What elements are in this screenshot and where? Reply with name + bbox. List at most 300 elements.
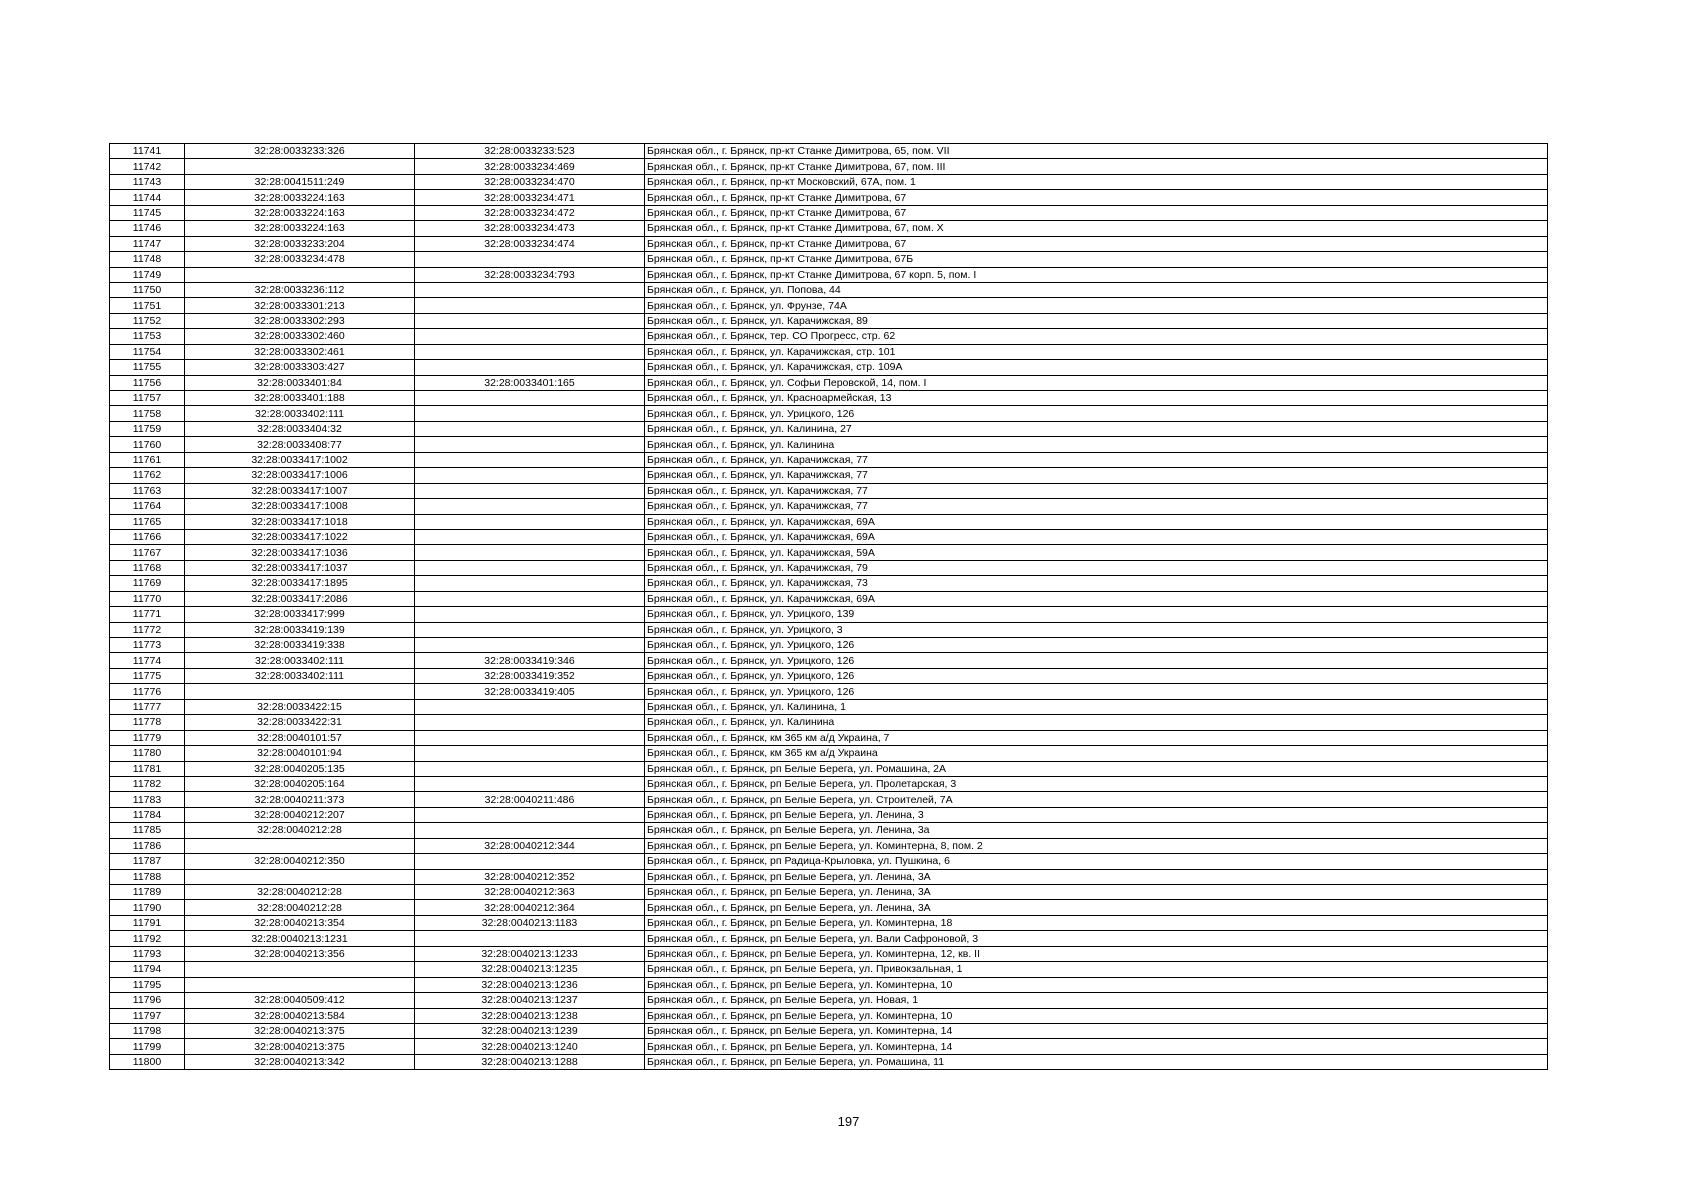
object-cadastral-number-cell: 32:28:0040212:352 <box>415 869 645 884</box>
row-number-cell: 11794 <box>110 962 185 977</box>
row-number-cell: 11797 <box>110 1008 185 1023</box>
row-number-cell: 11789 <box>110 885 185 900</box>
object-cadastral-number-cell <box>415 854 645 869</box>
row-number-cell: 11745 <box>110 205 185 220</box>
object-cadastral-number-cell <box>415 776 645 791</box>
object-cadastral-number-cell <box>415 545 645 560</box>
object-cadastral-number-cell: 32:28:0040213:1233 <box>415 946 645 961</box>
parcel-cadastral-number-cell: 32:28:0040509:412 <box>185 993 415 1008</box>
object-cadastral-number-cell <box>415 576 645 591</box>
address-cell: Брянская обл., г. Брянск, ул. Урицкого, 3 <box>645 622 1548 637</box>
parcel-cadastral-number-cell: 32:28:0040212:28 <box>185 823 415 838</box>
address-cell: Брянская обл., г. Брянск, пр-кт Станке Димитрова, 67 <box>645 236 1548 251</box>
row-number-cell: 11782 <box>110 776 185 791</box>
row-number-cell: 11753 <box>110 329 185 344</box>
address-cell: Брянская обл., г. Брянск, рп Белые Берега, ул. Ромашина, 2А <box>645 761 1548 776</box>
table-row <box>110 915 1548 930</box>
parcel-cadastral-number-cell <box>185 267 415 282</box>
object-cadastral-number-cell <box>415 483 645 498</box>
parcel-cadastral-number-cell: 32:28:0040213:584 <box>185 1008 415 1023</box>
address-cell: Брянская обл., г. Брянск, рп Радица-Крыловка, ул. Пушкина, 6 <box>645 854 1548 869</box>
object-cadastral-number-cell <box>415 638 645 653</box>
object-cadastral-number-cell: 32:28:0040213:1238 <box>415 1008 645 1023</box>
object-cadastral-number-cell: 32:28:0033233:523 <box>415 144 645 159</box>
object-cadastral-number-cell: 32:28:0033419:405 <box>415 684 645 699</box>
object-cadastral-number-cell <box>415 699 645 714</box>
table-row <box>110 931 1548 946</box>
object-cadastral-number-cell <box>415 560 645 575</box>
object-cadastral-number-cell <box>415 514 645 529</box>
address-cell: Брянская обл., г. Брянск, рп Белые Берега, ул. Ленина, 3а <box>645 823 1548 838</box>
parcel-cadastral-number-cell: 32:28:0040213:354 <box>185 915 415 930</box>
row-number-cell: 11761 <box>110 452 185 467</box>
object-cadastral-number-cell: 32:28:0033419:352 <box>415 668 645 683</box>
address-cell: Брянская обл., г. Брянск, пр-кт Станке Димитрова, 67, пом. X <box>645 221 1548 236</box>
table-row <box>110 159 1548 174</box>
row-number-cell: 11768 <box>110 560 185 575</box>
object-cadastral-number-cell: 32:28:0040212:363 <box>415 885 645 900</box>
table-row <box>110 360 1548 375</box>
table-row <box>110 221 1548 236</box>
address-cell: Брянская обл., г. Брянск, ул. Карачижская, 77 <box>645 468 1548 483</box>
parcel-cadastral-number-cell: 32:28:0033301:213 <box>185 298 415 313</box>
object-cadastral-number-cell <box>415 807 645 822</box>
parcel-cadastral-number-cell: 32:28:0040212:28 <box>185 885 415 900</box>
object-cadastral-number-cell: 32:28:0033234:793 <box>415 267 645 282</box>
address-cell: Брянская обл., г. Брянск, ул. Фрунзе, 74А <box>645 298 1548 313</box>
table-row <box>110 344 1548 359</box>
address-cell: Брянская обл., г. Брянск, ул. Карачижская, 77 <box>645 483 1548 498</box>
parcel-cadastral-number-cell: 32:28:0033417:1018 <box>185 514 415 529</box>
table-row <box>110 375 1548 390</box>
row-number-cell: 11781 <box>110 761 185 776</box>
row-number-cell: 11783 <box>110 792 185 807</box>
address-cell: Брянская обл., г. Брянск, ул. Карачижская, 77 <box>645 499 1548 514</box>
table-row <box>110 236 1548 251</box>
address-cell: Брянская обл., г. Брянск, рп Белые Берега, ул. Коминтерна, 8, пом. 2 <box>645 838 1548 853</box>
parcel-cadastral-number-cell: 32:28:0033234:478 <box>185 252 415 267</box>
parcel-cadastral-number-cell: 32:28:0040212:28 <box>185 900 415 915</box>
table-row <box>110 993 1548 1008</box>
parcel-cadastral-number-cell: 32:28:0033401:84 <box>185 375 415 390</box>
address-cell: Брянская обл., г. Брянск, ул. Софьи Перовской, 14, пом. I <box>645 375 1548 390</box>
object-cadastral-number-cell <box>415 931 645 946</box>
parcel-cadastral-number-cell <box>185 869 415 884</box>
object-cadastral-number-cell: 32:28:0033234:473 <box>415 221 645 236</box>
table-row <box>110 1008 1548 1023</box>
row-number-cell: 11752 <box>110 313 185 328</box>
address-cell: Брянская обл., г. Брянск, пр-кт Станке Димитрова, 67 <box>645 205 1548 220</box>
parcel-cadastral-number-cell: 32:28:0033224:163 <box>185 221 415 236</box>
object-cadastral-number-cell: 32:28:0033234:474 <box>415 236 645 251</box>
parcel-cadastral-number-cell: 32:28:0040213:375 <box>185 1023 415 1038</box>
parcel-cadastral-number-cell: 32:28:0041511:249 <box>185 174 415 189</box>
table-row <box>110 684 1548 699</box>
object-cadastral-number-cell: 32:28:0033234:469 <box>415 159 645 174</box>
row-number-cell: 11769 <box>110 576 185 591</box>
row-number-cell: 11750 <box>110 282 185 297</box>
row-number-cell: 11778 <box>110 715 185 730</box>
table-row <box>110 900 1548 915</box>
table-row <box>110 946 1548 961</box>
object-cadastral-number-cell <box>415 823 645 838</box>
address-cell: Брянская обл., г. Брянск, ул. Карачижская, 89 <box>645 313 1548 328</box>
row-number-cell: 11790 <box>110 900 185 915</box>
parcel-cadastral-number-cell: 32:28:0040101:94 <box>185 746 415 761</box>
object-cadastral-number-cell: 32:28:0040213:1288 <box>415 1054 645 1069</box>
table-row <box>110 653 1548 668</box>
object-cadastral-number-cell <box>415 746 645 761</box>
table-row <box>110 699 1548 714</box>
address-cell: Брянская обл., г. Брянск, рп Белые Берега, ул. Новая, 1 <box>645 993 1548 1008</box>
row-number-cell: 11744 <box>110 190 185 205</box>
row-number-cell: 11771 <box>110 607 185 622</box>
address-cell: Брянская обл., г. Брянск, ул. Урицкого, 126 <box>645 653 1548 668</box>
parcel-cadastral-number-cell: 32:28:0033419:338 <box>185 638 415 653</box>
table-row <box>110 545 1548 560</box>
table-row <box>110 885 1548 900</box>
registry-table-body <box>110 144 1548 1070</box>
table-row <box>110 483 1548 498</box>
parcel-cadastral-number-cell: 32:28:0033236:112 <box>185 282 415 297</box>
row-number-cell: 11762 <box>110 468 185 483</box>
row-number-cell: 11759 <box>110 421 185 436</box>
parcel-cadastral-number-cell: 32:28:0033224:163 <box>185 190 415 205</box>
registry-table <box>109 143 1548 1070</box>
object-cadastral-number-cell: 32:28:0033419:346 <box>415 653 645 668</box>
row-number-cell: 11763 <box>110 483 185 498</box>
parcel-cadastral-number-cell: 32:28:0033417:1895 <box>185 576 415 591</box>
parcel-cadastral-number-cell: 32:28:0033417:1022 <box>185 529 415 544</box>
address-cell: Брянская обл., г. Брянск, ул. Карачижская, стр. 101 <box>645 344 1548 359</box>
parcel-cadastral-number-cell: 32:28:0033422:15 <box>185 699 415 714</box>
object-cadastral-number-cell <box>415 622 645 637</box>
parcel-cadastral-number-cell: 32:28:0033408:77 <box>185 437 415 452</box>
parcel-cadastral-number-cell: 32:28:0033417:1008 <box>185 499 415 514</box>
parcel-cadastral-number-cell: 32:28:0040205:164 <box>185 776 415 791</box>
address-cell: Брянская обл., г. Брянск, ул. Калинина <box>645 715 1548 730</box>
row-number-cell: 11787 <box>110 854 185 869</box>
row-number-cell: 11784 <box>110 807 185 822</box>
table-row <box>110 252 1548 267</box>
object-cadastral-number-cell: 32:28:0040213:1239 <box>415 1023 645 1038</box>
table-row <box>110 792 1548 807</box>
parcel-cadastral-number-cell: 32:28:0033422:31 <box>185 715 415 730</box>
address-cell: Брянская обл., г. Брянск, тер. СО Прогресс, стр. 62 <box>645 329 1548 344</box>
address-cell: Брянская обл., г. Брянск, ул. Карачижская, 69А <box>645 514 1548 529</box>
object-cadastral-number-cell <box>415 730 645 745</box>
table-row <box>110 514 1548 529</box>
row-number-cell: 11776 <box>110 684 185 699</box>
table-row <box>110 282 1548 297</box>
parcel-cadastral-number-cell <box>185 684 415 699</box>
address-cell: Брянская обл., г. Брянск, км 365 км а/д Украина, 7 <box>645 730 1548 745</box>
parcel-cadastral-number-cell: 32:28:0033402:111 <box>185 653 415 668</box>
address-cell: Брянская обл., г. Брянск, рп Белые Берега, ул. Ленина, 3А <box>645 885 1548 900</box>
address-cell: Брянская обл., г. Брянск, ул. Карачижская, 73 <box>645 576 1548 591</box>
parcel-cadastral-number-cell: 32:28:0040212:207 <box>185 807 415 822</box>
object-cadastral-number-cell <box>415 421 645 436</box>
table-row <box>110 298 1548 313</box>
table-row <box>110 267 1548 282</box>
row-number-cell: 11757 <box>110 391 185 406</box>
parcel-cadastral-number-cell: 32:28:0040213:375 <box>185 1039 415 1054</box>
table-row <box>110 437 1548 452</box>
row-number-cell: 11743 <box>110 174 185 189</box>
table-row <box>110 406 1548 421</box>
table-row <box>110 421 1548 436</box>
table-row <box>110 807 1548 822</box>
row-number-cell: 11748 <box>110 252 185 267</box>
object-cadastral-number-cell: 32:28:0040213:1235 <box>415 962 645 977</box>
object-cadastral-number-cell <box>415 499 645 514</box>
row-number-cell: 11756 <box>110 375 185 390</box>
table-row <box>110 329 1548 344</box>
table-row <box>110 190 1548 205</box>
parcel-cadastral-number-cell: 32:28:0040101:57 <box>185 730 415 745</box>
table-row <box>110 144 1548 159</box>
address-cell: Брянская обл., г. Брянск, пр-кт Станке Димитрова, 67 корп. 5, пом. I <box>645 267 1548 282</box>
row-number-cell: 11772 <box>110 622 185 637</box>
parcel-cadastral-number-cell: 32:28:0033417:1006 <box>185 468 415 483</box>
row-number-cell: 11785 <box>110 823 185 838</box>
row-number-cell: 11741 <box>110 144 185 159</box>
table-row <box>110 576 1548 591</box>
parcel-cadastral-number-cell <box>185 159 415 174</box>
row-number-cell: 11742 <box>110 159 185 174</box>
parcel-cadastral-number-cell: 32:28:0033233:326 <box>185 144 415 159</box>
parcel-cadastral-number-cell: 32:28:0040205:135 <box>185 761 415 776</box>
address-cell: Брянская обл., г. Брянск, рп Белые Берега, ул. Ленина, 3А <box>645 869 1548 884</box>
object-cadastral-number-cell <box>415 282 645 297</box>
object-cadastral-number-cell <box>415 591 645 606</box>
parcel-cadastral-number-cell <box>185 838 415 853</box>
parcel-cadastral-number-cell: 32:28:0033401:188 <box>185 391 415 406</box>
parcel-cadastral-number-cell: 32:28:0040213:342 <box>185 1054 415 1069</box>
address-cell: Брянская обл., г. Брянск, ул. Калинина <box>645 437 1548 452</box>
object-cadastral-number-cell <box>415 607 645 622</box>
table-row <box>110 591 1548 606</box>
row-number-cell: 11774 <box>110 653 185 668</box>
address-cell: Брянская обл., г. Брянск, рп Белые Берега, ул. Ромашина, 11 <box>645 1054 1548 1069</box>
table-row <box>110 746 1548 761</box>
table-row <box>110 838 1548 853</box>
parcel-cadastral-number-cell: 32:28:0033419:139 <box>185 622 415 637</box>
address-cell: Брянская обл., г. Брянск, км 365 км а/д Украина <box>645 746 1548 761</box>
row-number-cell: 11747 <box>110 236 185 251</box>
table-row <box>110 560 1548 575</box>
parcel-cadastral-number-cell: 32:28:0033417:1037 <box>185 560 415 575</box>
object-cadastral-number-cell <box>415 360 645 375</box>
address-cell: Брянская обл., г. Брянск, пр-кт Станке Димитрова, 65, пом. VII <box>645 144 1548 159</box>
parcel-cadastral-number-cell: 32:28:0033302:460 <box>185 329 415 344</box>
address-cell: Брянская обл., г. Брянск, ул. Карачижская, 79 <box>645 560 1548 575</box>
table-row <box>110 1039 1548 1054</box>
object-cadastral-number-cell <box>415 298 645 313</box>
row-number-cell: 11758 <box>110 406 185 421</box>
object-cadastral-number-cell: 32:28:0040212:344 <box>415 838 645 853</box>
row-number-cell: 11746 <box>110 221 185 236</box>
row-number-cell: 11764 <box>110 499 185 514</box>
address-cell: Брянская обл., г. Брянск, рп Белые Берега, ул. Коминтерна, 10 <box>645 977 1548 992</box>
row-number-cell: 11791 <box>110 915 185 930</box>
table-row <box>110 313 1548 328</box>
object-cadastral-number-cell <box>415 406 645 421</box>
row-number-cell: 11798 <box>110 1023 185 1038</box>
object-cadastral-number-cell: 32:28:0040213:1240 <box>415 1039 645 1054</box>
parcel-cadastral-number-cell: 32:28:0033224:163 <box>185 205 415 220</box>
row-number-cell: 11767 <box>110 545 185 560</box>
object-cadastral-number-cell: 32:28:0040213:1183 <box>415 915 645 930</box>
parcel-cadastral-number-cell: 32:28:0033302:461 <box>185 344 415 359</box>
row-number-cell: 11760 <box>110 437 185 452</box>
address-cell: Брянская обл., г. Брянск, рп Белые Берега, ул. Коминтерна, 18 <box>645 915 1548 930</box>
address-cell: Брянская обл., г. Брянск, ул. Калинина, 1 <box>645 699 1548 714</box>
parcel-cadastral-number-cell: 32:28:0033302:293 <box>185 313 415 328</box>
object-cadastral-number-cell: 32:28:0040213:1237 <box>415 993 645 1008</box>
object-cadastral-number-cell <box>415 313 645 328</box>
parcel-cadastral-number-cell: 32:28:0033417:2086 <box>185 591 415 606</box>
table-row <box>110 1054 1548 1069</box>
address-cell: Брянская обл., г. Брянск, рп Белые Берега, ул. Ленина, 3 <box>645 807 1548 822</box>
row-number-cell: 11749 <box>110 267 185 282</box>
address-cell: Брянская обл., г. Брянск, рп Белые Берега, ул. Коминтерна, 14 <box>645 1023 1548 1038</box>
table-row <box>110 869 1548 884</box>
row-number-cell: 11800 <box>110 1054 185 1069</box>
table-row <box>110 205 1548 220</box>
address-cell: Брянская обл., г. Брянск, рп Белые Берега, ул. Коминтерна, 14 <box>645 1039 1548 1054</box>
row-number-cell: 11751 <box>110 298 185 313</box>
address-cell: Брянская обл., г. Брянск, ул. Карачижская, 59А <box>645 545 1548 560</box>
address-cell: Брянская обл., г. Брянск, пр-кт Станке Димитрова, 67, пом. III <box>645 159 1548 174</box>
table-row <box>110 715 1548 730</box>
parcel-cadastral-number-cell <box>185 962 415 977</box>
address-cell: Брянская обл., г. Брянск, рп Белые Берега, ул. Коминтерна, 12, кв. II <box>645 946 1548 961</box>
row-number-cell: 11765 <box>110 514 185 529</box>
address-cell: Брянская обл., г. Брянск, ул. Карачижская, 69А <box>645 591 1548 606</box>
address-cell: Брянская обл., г. Брянск, ул. Урицкого, 126 <box>645 638 1548 653</box>
object-cadastral-number-cell <box>415 529 645 544</box>
address-cell: Брянская обл., г. Брянск, ул. Урицкого, 126 <box>645 406 1548 421</box>
address-cell: Брянская обл., г. Брянск, ул. Калинина, 27 <box>645 421 1548 436</box>
table-row <box>110 529 1548 544</box>
table-row <box>110 730 1548 745</box>
table-row <box>110 452 1548 467</box>
row-number-cell: 11775 <box>110 668 185 683</box>
table-row <box>110 391 1548 406</box>
table-row <box>110 668 1548 683</box>
parcel-cadastral-number-cell: 32:28:0033233:204 <box>185 236 415 251</box>
address-cell: Брянская обл., г. Брянск, рп Белые Берега, ул. Вали Сафроновой, 3 <box>645 931 1548 946</box>
object-cadastral-number-cell: 32:28:0040211:486 <box>415 792 645 807</box>
row-number-cell: 11792 <box>110 931 185 946</box>
table-row <box>110 638 1548 653</box>
parcel-cadastral-number-cell: 32:28:0040211:373 <box>185 792 415 807</box>
row-number-cell: 11786 <box>110 838 185 853</box>
row-number-cell: 11793 <box>110 946 185 961</box>
row-number-cell: 11755 <box>110 360 185 375</box>
row-number-cell: 11795 <box>110 977 185 992</box>
parcel-cadastral-number-cell: 32:28:0033303:427 <box>185 360 415 375</box>
address-cell: Брянская обл., г. Брянск, ул. Красноармейская, 13 <box>645 391 1548 406</box>
address-cell: Брянская обл., г. Брянск, пр-кт Станке Димитрова, 67Б <box>645 252 1548 267</box>
address-cell: Брянская обл., г. Брянск, рп Белые Берега, ул. Строителей, 7А <box>645 792 1548 807</box>
address-cell: Брянская обл., г. Брянск, рп Белые Берега, ул. Ленина, 3А <box>645 900 1548 915</box>
object-cadastral-number-cell <box>415 761 645 776</box>
address-cell: Брянская обл., г. Брянск, рп Белые Берега, ул. Коминтерна, 10 <box>645 1008 1548 1023</box>
row-number-cell: 11788 <box>110 869 185 884</box>
address-cell: Брянская обл., г. Брянск, пр-кт Станке Димитрова, 67 <box>645 190 1548 205</box>
table-row <box>110 977 1548 992</box>
address-cell: Брянская обл., г. Брянск, ул. Попова, 44 <box>645 282 1548 297</box>
object-cadastral-number-cell: 32:28:0040212:364 <box>415 900 645 915</box>
parcel-cadastral-number-cell: 32:28:0033417:999 <box>185 607 415 622</box>
parcel-cadastral-number-cell: 32:28:0040212:350 <box>185 854 415 869</box>
object-cadastral-number-cell <box>415 437 645 452</box>
address-cell: Брянская обл., г. Брянск, рп Белые Берега, ул. Пролетарская, 3 <box>645 776 1548 791</box>
table-row <box>110 761 1548 776</box>
address-cell: Брянская обл., г. Брянск, ул. Урицкого, 126 <box>645 684 1548 699</box>
table-row <box>110 607 1548 622</box>
parcel-cadastral-number-cell: 32:28:0033417:1007 <box>185 483 415 498</box>
address-cell: Брянская обл., г. Брянск, ул. Карачижская, 77 <box>645 452 1548 467</box>
address-cell: Брянская обл., г. Брянск, рп Белые Берега, ул. Привокзальная, 1 <box>645 962 1548 977</box>
address-cell: Брянская обл., г. Брянск, ул. Карачижская, стр. 109А <box>645 360 1548 375</box>
table-row <box>110 776 1548 791</box>
parcel-cadastral-number-cell: 32:28:0033404:32 <box>185 421 415 436</box>
table-row <box>110 854 1548 869</box>
table-row <box>110 174 1548 189</box>
object-cadastral-number-cell <box>415 391 645 406</box>
object-cadastral-number-cell <box>415 468 645 483</box>
table-row <box>110 499 1548 514</box>
row-number-cell: 11779 <box>110 730 185 745</box>
object-cadastral-number-cell <box>415 329 645 344</box>
object-cadastral-number-cell: 32:28:0033234:471 <box>415 190 645 205</box>
address-cell: Брянская обл., г. Брянск, ул. Карачижская, 69А <box>645 529 1548 544</box>
object-cadastral-number-cell <box>415 344 645 359</box>
object-cadastral-number-cell: 32:28:0040213:1236 <box>415 977 645 992</box>
row-number-cell: 11770 <box>110 591 185 606</box>
object-cadastral-number-cell: 32:28:0033401:165 <box>415 375 645 390</box>
object-cadastral-number-cell <box>415 715 645 730</box>
page-number: 197 <box>837 1114 860 1129</box>
row-number-cell: 11766 <box>110 529 185 544</box>
parcel-cadastral-number-cell: 32:28:0033402:111 <box>185 406 415 421</box>
row-number-cell: 11780 <box>110 746 185 761</box>
row-number-cell: 11777 <box>110 699 185 714</box>
address-cell: Брянская обл., г. Брянск, пр-кт Московский, 67А, пом. 1 <box>645 174 1548 189</box>
parcel-cadastral-number-cell <box>185 977 415 992</box>
table-row <box>110 622 1548 637</box>
parcel-cadastral-number-cell: 32:28:0040213:356 <box>185 946 415 961</box>
address-cell: Брянская обл., г. Брянск, ул. Урицкого, 126 <box>645 668 1548 683</box>
address-cell: Брянская обл., г. Брянск, ул. Урицкого, 139 <box>645 607 1548 622</box>
row-number-cell: 11796 <box>110 993 185 1008</box>
table-row <box>110 962 1548 977</box>
object-cadastral-number-cell: 32:28:0033234:470 <box>415 174 645 189</box>
parcel-cadastral-number-cell: 32:28:0040213:1231 <box>185 931 415 946</box>
parcel-cadastral-number-cell: 32:28:0033417:1036 <box>185 545 415 560</box>
object-cadastral-number-cell <box>415 252 645 267</box>
object-cadastral-number-cell: 32:28:0033234:472 <box>415 205 645 220</box>
table-row <box>110 1023 1548 1038</box>
table-row <box>110 468 1548 483</box>
parcel-cadastral-number-cell: 32:28:0033402:111 <box>185 668 415 683</box>
parcel-cadastral-number-cell: 32:28:0033417:1002 <box>185 452 415 467</box>
row-number-cell: 11773 <box>110 638 185 653</box>
row-number-cell: 11754 <box>110 344 185 359</box>
